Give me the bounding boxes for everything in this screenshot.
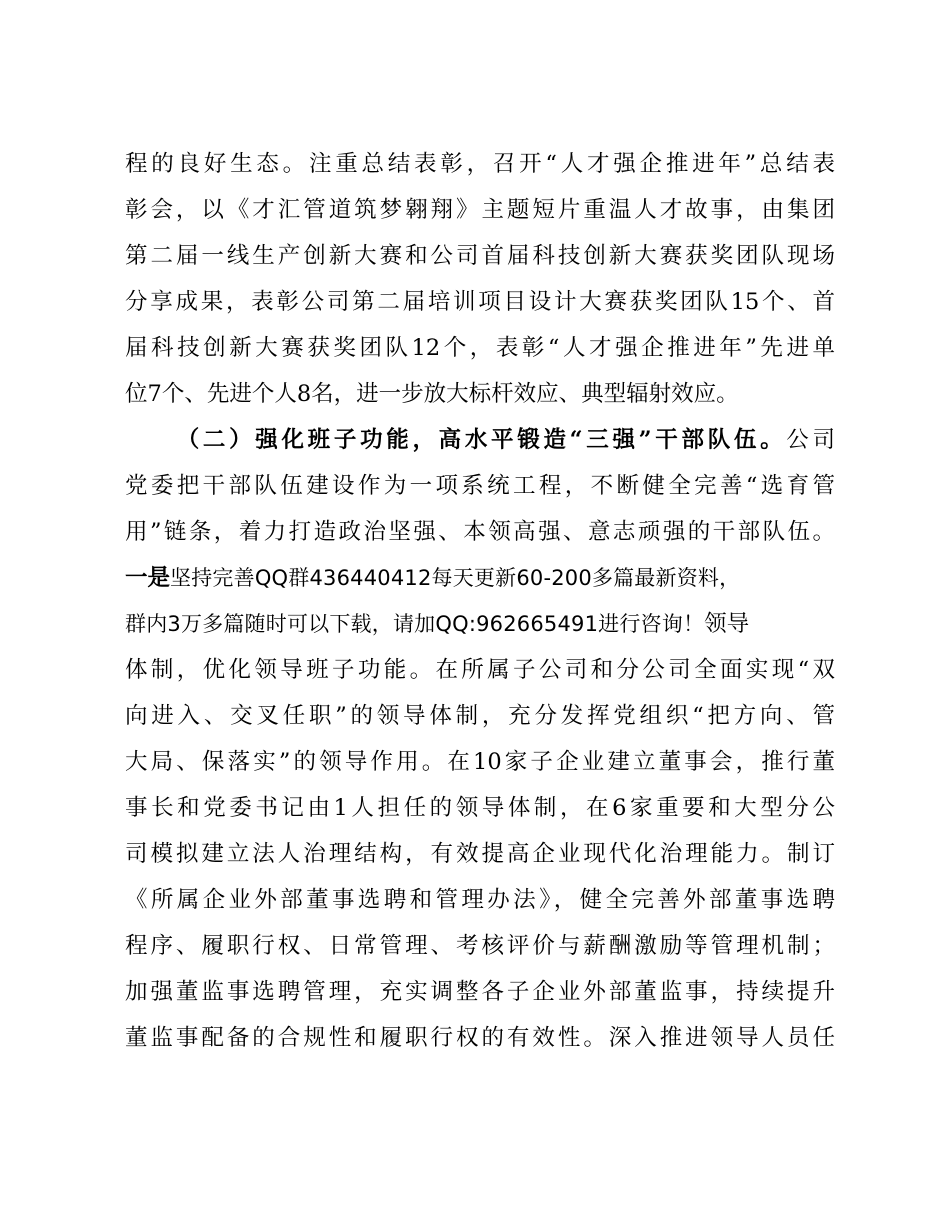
body-line-6: 《所属企业外部董事选聘和管理办法》，健全完善外部董事选聘 [125,887,835,913]
paragraph-line-6: 位7个、先进个人8名，进一步放大标杆效应、典型辐射效应。 [125,381,739,407]
section-heading: （二）强化班子功能，高水平锻造“三强”干部队伍。 [173,427,787,453]
point-one-line [125,558,835,598]
section-line-1: 党委把干部队伍建设作为一项系统工程，不断健全完善“选育管 [125,473,835,499]
paragraph-line-1: 程的良好生态。注重总结表彰，召开“人才强企推进年”总结表 [125,151,835,177]
body-line-2: 向进入、交叉任职”的领导体制，充分发挥党组织“把方向、管 [125,703,835,729]
ad-text-line-1: 坚持完善QQ群436440412每天更新60-200多篇最新资料， [170,566,741,590]
body-line-4: 事长和党委书记由1人担任的领导体制，在6家重要和大型分公 [125,795,835,821]
paragraph-line-2: 彰会，以《才汇管道筑梦翱翔》主题短片重温人才故事，由集团 [125,197,835,223]
body-line-7: 程序、履职行权、日常管理、考核评价与薪酬激励等管理机制； [125,933,835,959]
paragraph-line-3: 第二届一线生产创新大赛和公司首届科技创新大赛获奖团队现场 [125,243,835,269]
ad-line-2 [125,604,835,644]
point-one-label: 一是 [125,565,171,591]
ad-line-2-tail: 领导 [704,611,750,637]
paragraph-line-4: 分享成果，表彰公司第二届培训项目设计大赛获奖团队15个、首 [125,289,835,315]
paragraph-line-5: 届科技创新大赛获奖团队12个，表彰“人才强企推进年”先进单 [125,335,835,361]
section-heading-tail: 公司 [786,427,835,453]
body-line-5: 司模拟建立法人治理结构，有效提高企业现代化治理能力。制订 [125,841,835,867]
section-line-2: 用”链条，着力打造政治坚强、本领高强、意志顽强的干部队伍。 [125,519,835,545]
ad-text-line-2: 群内3万多篇随时可以下载，请加QQ:962665491进行咨询！ [125,612,705,636]
body-line-3: 大局、保落实”的领导作用。在10家子企业建立董事会，推行董 [125,749,835,775]
body-line-8: 加强董监事选聘管理，充实调整各子企业外部董监事，持续提升 [125,979,835,1005]
section-heading-line [125,420,835,460]
body-line-1: 体制，优化领导班子功能。在所属子公司和分公司全面实现“双 [125,657,835,683]
body-line-9: 董监事配备的合规性和履职行权的有效性。深入推进领导人员任 [125,1025,835,1051]
